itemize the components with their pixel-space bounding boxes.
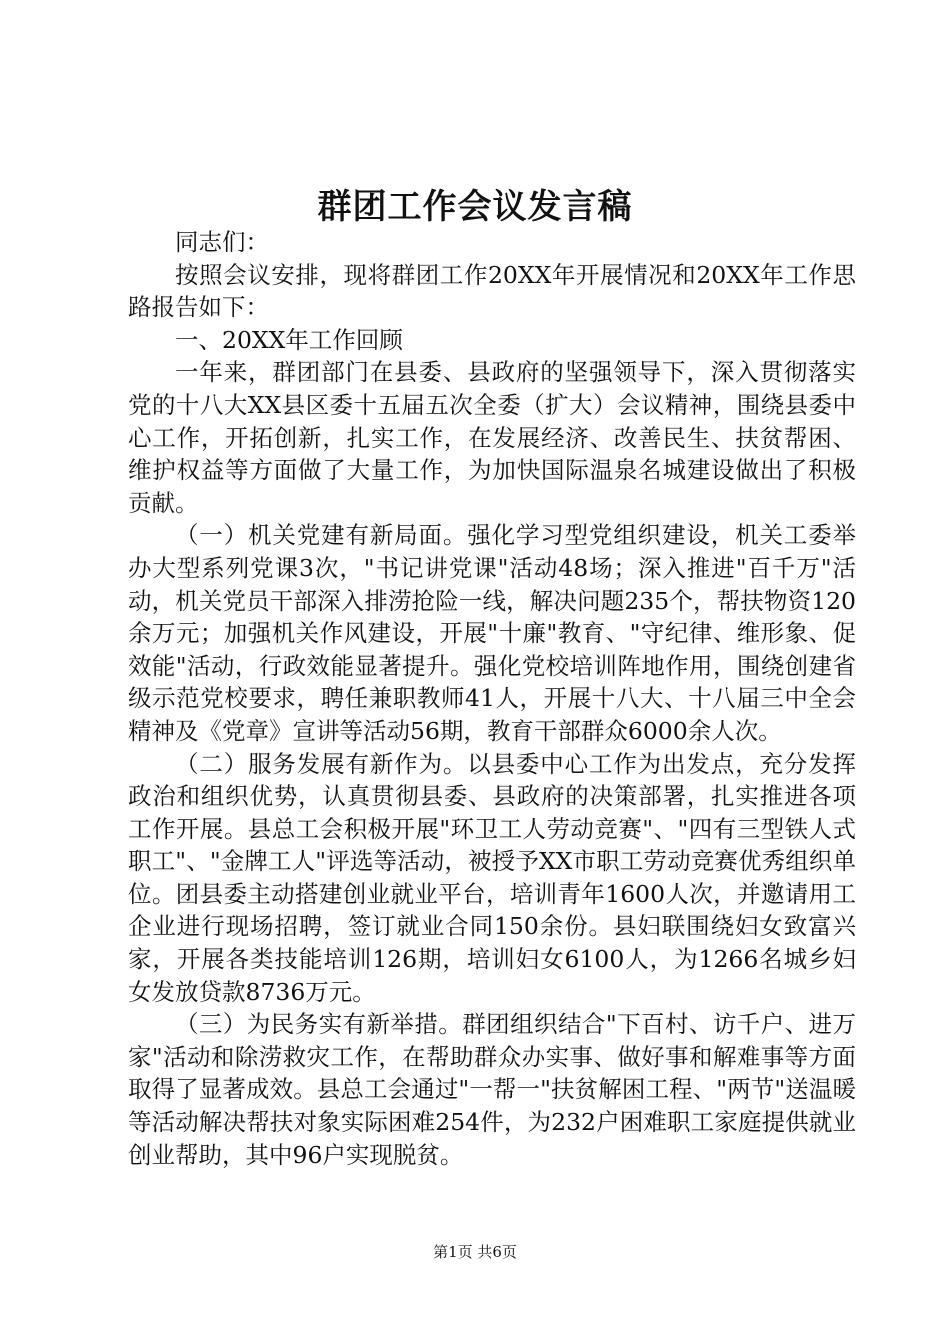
document-title: 群团工作会议发言稿	[317, 187, 633, 227]
people-service-paragraph: （三）为民务实有新举措。群团组织结合"下百村、访千户、进万家"活动和除涝救灾工作，在帮助群众办实事、做好事和解难事等方面取得了显著成效。县总工会通过"一帮一"扶贫解困工程、"两节"送温暖等活动解决帮扶对象实际困难254件，为232户困难职工家庭提供就业创业帮助，其中96户实现脱贫。	[128, 1010, 856, 1169]
document-body	[128, 226, 856, 1171]
page-number-footer: 第1页 共6页	[433, 1243, 517, 1261]
intro-paragraph: 按照会议安排，现将群团工作20XX年开展情况和20XX年工作思路报告如下：	[128, 260, 856, 322]
party-building-paragraph: （一）机关党建有新局面。强化学习型党组织建设，机关工委举办大型系列党课3次，"书记讲党课"活动48场；深入推进"百千万"活动，机关党员干部深入排涝抢险一线，解决问题235个，帮扶物资120余万元；加强机关作风建设，开展"十廉"教育、"守纪律、维形象、促效能"活动，行政效能显著提升。强化党校培训阵地作用，围绕创建省级示范党校要求，聘任兼职教师41人，开展十八大、十八届三中全会精神及《党章》宣讲等活动56期，教育干部群众6000余人次。	[128, 521, 856, 745]
greeting-paragraph: 同志们：	[175, 228, 269, 256]
review-paragraph: 一年来，群团部门在县委、县政府的坚强领导下，深入贯彻落实党的十八大XX县区委十五届五次全委（扩大）会议精神，围绕县委中心工作，开拓创新，扎实工作，在发展经济、改善民生、扶贫帮困、维护权益等方面做了大量工作，为加快国际温泉名城建设做出了积极贡献。	[128, 358, 856, 517]
section-heading: 一、20XX年工作回顾	[175, 325, 403, 354]
service-development-paragraph: （二）服务发展有新作为。以县委中心工作为出发点，充分发挥政治和组织优势，认真贯彻县委、县政府的决策部署，扎实推进各项工作开展。县总工会积极开展"环卫工人劳动竞赛"、"四有三型铁人式职工"、"金牌工人"评选等活动，被授予XX市职工劳动竞赛优秀组织单位。团县委主动搭建创业就业平台，培训青年1600人次，并邀请用工企业进行现场招聘，签订就业合同150余份。县妇联围绕妇女致富兴家，开展各类技能培训126期，培训妇女6100人，为1266名城乡妇女发放贷款8736万元。	[128, 749, 856, 1006]
